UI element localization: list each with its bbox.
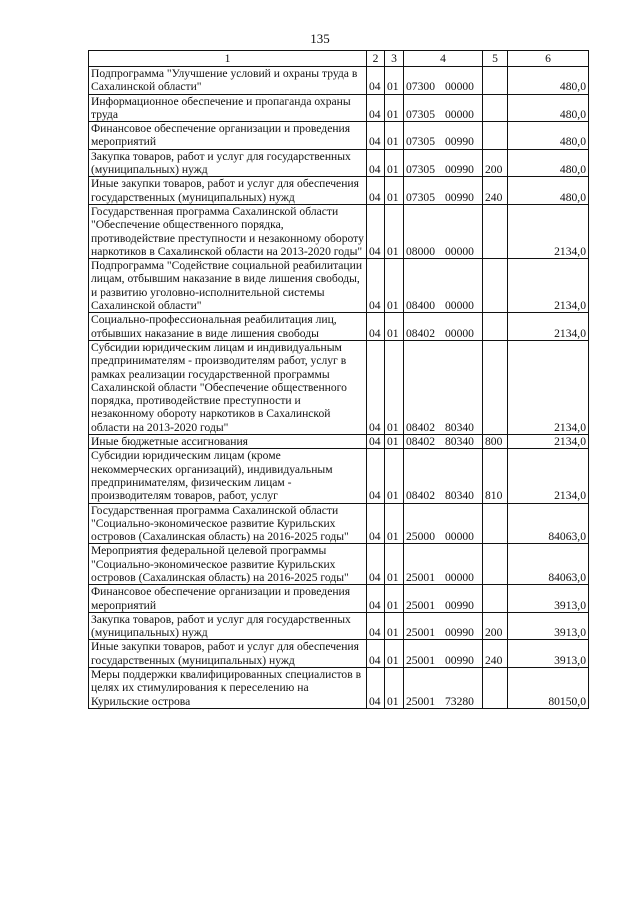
row-expense-type-cell: [483, 544, 508, 585]
column-header-section: 2: [367, 51, 385, 67]
row-name-cell: Государственная программа Сахалинской области "Социально-экономическое развитие Курильских островов (Сахалинская область) на 2016-2025 годы": [89, 503, 367, 544]
row-section-cell: 04: [367, 435, 385, 449]
row-section-cell: 04: [367, 340, 385, 434]
row-name-cell: Социально-профессиональная реабилитация лиц, отбывших наказание в виде лишения свободы: [89, 313, 367, 341]
table-row: [89, 435, 589, 449]
row-subsection-cell: 01: [385, 612, 404, 640]
row-amount-cell: 3913,0: [508, 612, 589, 640]
table-row: [89, 544, 589, 585]
target-code-direction: 00990: [444, 163, 474, 177]
row-amount-cell: 480,0: [508, 67, 589, 95]
row-target-code-cell: [404, 612, 483, 640]
row-amount-cell: 480,0: [508, 122, 589, 150]
row-section-cell: 04: [367, 503, 385, 544]
row-expense-type-cell: [483, 585, 508, 613]
page-number: 135: [310, 31, 330, 46]
table-row: [89, 122, 589, 150]
row-section-cell: 04: [367, 122, 385, 150]
row-amount-cell: 2134,0: [508, 435, 589, 449]
row-name-cell: Иные бюджетные ассигнования: [89, 435, 367, 449]
target-code-program: 25000: [406, 530, 435, 544]
column-header-amount: 6: [508, 51, 589, 67]
table-row: [89, 67, 589, 95]
header-row: [89, 51, 589, 67]
row-section-cell: 04: [367, 640, 385, 668]
row-subsection-cell: 01: [385, 585, 404, 613]
row-expense-type-cell: [483, 67, 508, 95]
target-code-direction: 73280: [444, 694, 474, 708]
row-target-code-cell: [404, 544, 483, 585]
row-subsection-cell: 01: [385, 640, 404, 668]
row-section-cell: 04: [367, 94, 385, 122]
target-code-program: 08402: [406, 326, 435, 340]
target-code-direction: 00990: [444, 190, 474, 204]
row-amount-cell: 2134,0: [508, 449, 589, 503]
row-name-cell: Финансовое обеспечение организации и проведения мероприятий: [89, 122, 367, 150]
target-code-direction: 00990: [444, 626, 474, 640]
target-code-program: 07305: [406, 190, 435, 204]
row-target-code-cell: [404, 640, 483, 668]
row-expense-type-cell: [483, 340, 508, 434]
row-target-code-cell: [404, 668, 483, 709]
target-code-direction: 00990: [444, 653, 474, 667]
row-section-cell: 04: [367, 67, 385, 95]
row-section-cell: 04: [367, 177, 385, 205]
row-name-cell: Иные закупки товаров, работ и услуг для обеспечения государственных (муниципальных) нужд: [89, 177, 367, 205]
table-row: [89, 259, 589, 313]
row-name-cell: Субсидии юридическим лицам (кроме некоммерческих организаций), индивидуальным предпринимателям, физическим лицам - производителям товаров, работ, услуг: [89, 449, 367, 503]
column-header-target-code: 4: [404, 51, 483, 67]
row-target-code-cell: [404, 94, 483, 122]
row-subsection-cell: 01: [385, 503, 404, 544]
row-target-code-cell: [404, 149, 483, 177]
row-amount-cell: 3913,0: [508, 585, 589, 613]
row-subsection-cell: 01: [385, 94, 404, 122]
row-section-cell: 04: [367, 612, 385, 640]
row-subsection-cell: 01: [385, 122, 404, 150]
row-subsection-cell: 01: [385, 177, 404, 205]
row-section-cell: 04: [367, 668, 385, 709]
target-code-program: 25001: [406, 598, 435, 612]
row-section-cell: 04: [367, 204, 385, 258]
target-code-direction: 00000: [444, 570, 474, 584]
target-code-program: 25001: [406, 653, 435, 667]
row-section-cell: 04: [367, 313, 385, 341]
row-target-code-cell: [404, 122, 483, 150]
row-amount-cell: 84063,0: [508, 544, 589, 585]
target-code-program: 07305: [406, 107, 435, 121]
target-code-program: 08000: [406, 244, 435, 258]
row-target-code-cell: [404, 313, 483, 341]
row-section-cell: 04: [367, 259, 385, 313]
row-name-cell: Закупка товаров, работ и услуг для государственных (муниципальных) нужд: [89, 149, 367, 177]
table-row: [89, 503, 589, 544]
table-row: [89, 640, 589, 668]
row-amount-cell: 2134,0: [508, 313, 589, 341]
row-expense-type-cell: 240: [483, 177, 508, 205]
row-amount-cell: 2134,0: [508, 204, 589, 258]
row-name-cell: Меры поддержки квалифицированных специалистов в целях их стимулирования к переселению на Курильские острова: [89, 668, 367, 709]
row-name-cell: Мероприятия федеральной целевой программы "Социально-экономическое развитие Курильских островов (Сахалинская область) на 2016-2025 годы": [89, 544, 367, 585]
row-expense-type-cell: 200: [483, 612, 508, 640]
row-name-cell: Подпрограмма "Содействие социальной реабилитации лицам, отбывшим наказание в виде лишения свободы, и развитию уголовно-исполнительной системы Сахалинской области": [89, 259, 367, 313]
row-expense-type-cell: [483, 313, 508, 341]
target-code-program: 25001: [406, 694, 435, 708]
target-code-direction: 80340: [444, 489, 474, 503]
target-code-direction: 00990: [444, 598, 474, 612]
target-code-direction: 00990: [444, 135, 474, 149]
target-code-program: 08402: [406, 435, 435, 449]
row-target-code-cell: [404, 67, 483, 95]
row-target-code-cell: [404, 177, 483, 205]
row-amount-cell: 80150,0: [508, 668, 589, 709]
row-expense-type-cell: [483, 503, 508, 544]
target-code-direction: 00000: [444, 80, 474, 94]
target-code-program: 08400: [406, 299, 435, 313]
target-code-direction: 80340: [444, 435, 474, 449]
row-amount-cell: 3913,0: [508, 640, 589, 668]
table-row: [89, 668, 589, 709]
row-expense-type-cell: 240: [483, 640, 508, 668]
row-section-cell: 04: [367, 149, 385, 177]
row-subsection-cell: 01: [385, 449, 404, 503]
table-row: [89, 177, 589, 205]
target-code-program: 08402: [406, 489, 435, 503]
row-amount-cell: 480,0: [508, 94, 589, 122]
row-subsection-cell: 01: [385, 544, 404, 585]
row-section-cell: 04: [367, 449, 385, 503]
table-row: [89, 149, 589, 177]
row-name-cell: Иные закупки товаров, работ и услуг для обеспечения государственных (муниципальных) нужд: [89, 640, 367, 668]
target-code-program: 07300: [406, 80, 435, 94]
target-code-direction: 00000: [444, 530, 474, 544]
row-amount-cell: 84063,0: [508, 503, 589, 544]
row-amount-cell: 2134,0: [508, 259, 589, 313]
table-body: [89, 67, 589, 709]
row-subsection-cell: 01: [385, 67, 404, 95]
row-target-code-cell: [404, 449, 483, 503]
table-row: [89, 94, 589, 122]
row-amount-cell: 480,0: [508, 149, 589, 177]
row-section-cell: 04: [367, 585, 385, 613]
row-subsection-cell: 01: [385, 340, 404, 434]
table-row: [89, 612, 589, 640]
column-header-name: 1: [89, 51, 367, 67]
row-name-cell: Подпрограмма "Улучшение условий и охраны труда в Сахалинской области": [89, 67, 367, 95]
target-code-program: 07305: [406, 135, 435, 149]
row-target-code-cell: [404, 435, 483, 449]
row-subsection-cell: 01: [385, 259, 404, 313]
table-row: [89, 340, 589, 434]
row-expense-type-cell: [483, 94, 508, 122]
row-target-code-cell: [404, 585, 483, 613]
row-expense-type-cell: 200: [483, 149, 508, 177]
table-row: [89, 449, 589, 503]
target-code-direction: 00000: [444, 326, 474, 340]
row-expense-type-cell: [483, 259, 508, 313]
row-target-code-cell: [404, 340, 483, 434]
row-target-code-cell: [404, 259, 483, 313]
target-code-program: 25001: [406, 570, 435, 584]
column-header-expense-type: 5: [483, 51, 508, 67]
target-code-direction: 00000: [444, 107, 474, 121]
row-section-cell: 04: [367, 544, 385, 585]
row-name-cell: Финансовое обеспечение организации и проведения мероприятий: [89, 585, 367, 613]
row-expense-type-cell: 800: [483, 435, 508, 449]
row-amount-cell: 2134,0: [508, 340, 589, 434]
row-subsection-cell: 01: [385, 313, 404, 341]
target-code-program: 25001: [406, 626, 435, 640]
row-name-cell: Информационное обеспечение и пропаганда охраны труда: [89, 94, 367, 122]
row-name-cell: Субсидии юридическим лицам и индивидуальным предпринимателям - производителям работ, услуг в рамках реализации государственной программы Сахалинской области "Обеспечение общественного порядка, противодействие преступности и незаконному обороту наркотиков в Сахалинской области на 2013-2020 годы": [89, 340, 367, 434]
row-subsection-cell: 01: [385, 435, 404, 449]
row-expense-type-cell: [483, 668, 508, 709]
row-subsection-cell: 01: [385, 204, 404, 258]
target-code-program: 07305: [406, 163, 435, 177]
row-expense-type-cell: 810: [483, 449, 508, 503]
table-row: [89, 585, 589, 613]
row-expense-type-cell: [483, 122, 508, 150]
budget-table: [88, 50, 589, 709]
table-row: [89, 204, 589, 258]
target-code-direction: 80340: [444, 420, 474, 434]
row-target-code-cell: [404, 503, 483, 544]
target-code-direction: 00000: [444, 299, 474, 313]
table-row: [89, 313, 589, 341]
row-name-cell: Закупка товаров, работ и услуг для государственных (муниципальных) нужд: [89, 612, 367, 640]
row-expense-type-cell: [483, 204, 508, 258]
row-name-cell: Государственная программа Сахалинской области "Обеспечение общественного порядка, противодействие преступности и незаконному обороту наркотиков в Сахалинской области на 2013-2020 годы": [89, 204, 367, 258]
row-subsection-cell: 01: [385, 149, 404, 177]
target-code-program: 08402: [406, 420, 435, 434]
row-subsection-cell: 01: [385, 668, 404, 709]
row-target-code-cell: [404, 204, 483, 258]
target-code-direction: 00000: [444, 244, 474, 258]
row-amount-cell: 480,0: [508, 177, 589, 205]
column-header-subsection: 3: [385, 51, 404, 67]
